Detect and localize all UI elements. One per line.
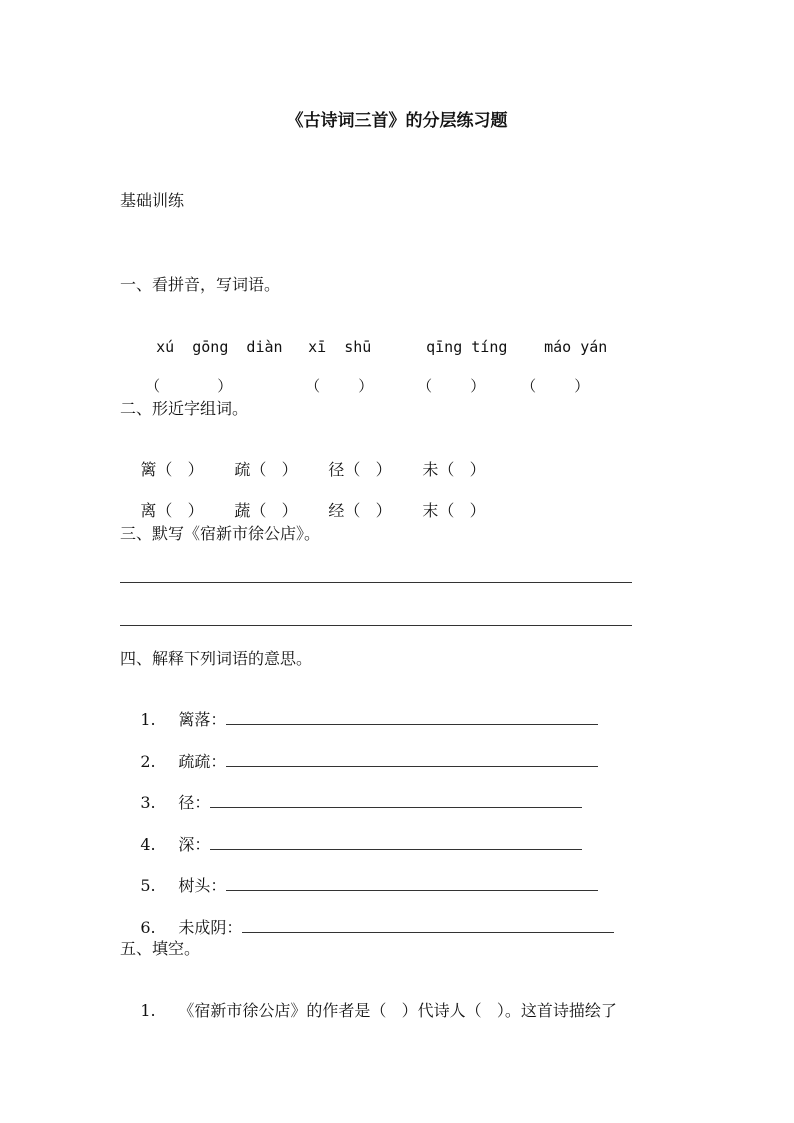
item-label: 深：	[178, 835, 211, 854]
char-group-3[interactable]: 径（ ）	[328, 460, 392, 479]
char-group-8[interactable]: 末（ ）	[422, 501, 486, 520]
char-group-7[interactable]: 经（ ）	[328, 501, 392, 520]
item-number: 6.	[140, 918, 156, 937]
section-basic-label: 基础训练	[120, 191, 185, 210]
item-number: 1.	[140, 1001, 156, 1020]
q5-heading: 五、填空。	[120, 939, 201, 958]
char-group-5[interactable]: 离（ ）	[140, 501, 204, 520]
answer-paren-1[interactable]: （ ）	[145, 377, 233, 395]
item-label: 疏疏：	[178, 752, 227, 771]
answer-line-1[interactable]	[120, 582, 632, 583]
char-group-4[interactable]: 未（ ）	[422, 460, 486, 479]
char-group-2[interactable]: 疏（ ）	[234, 460, 298, 479]
pinyin-1: xú gōng diàn	[156, 338, 283, 356]
answer-paren-3[interactable]: （ ）	[417, 377, 486, 395]
answer-blank[interactable]	[226, 710, 598, 725]
item-number: 3.	[140, 793, 156, 812]
q3-heading: 三、默写《宿新市徐公店》。	[120, 524, 321, 543]
answer-paren-4[interactable]: （ ）	[521, 377, 590, 395]
char-group-1[interactable]: 篱（ ）	[140, 460, 204, 479]
item-text: 《宿新市徐公店》的作者是（ ）代诗人（ ）。这首诗描绘了	[178, 1001, 617, 1020]
item-label: 径：	[178, 793, 211, 812]
answer-blank[interactable]	[226, 752, 598, 767]
answer-paren-2[interactable]: （ ）	[305, 377, 374, 395]
answer-blank[interactable]	[226, 876, 598, 891]
q2-heading: 二、形近字组词。	[120, 399, 249, 418]
item-number: 4.	[140, 835, 156, 854]
item-label: 树头：	[178, 876, 227, 895]
answer-blank[interactable]	[242, 918, 614, 933]
q4-heading: 四、解释下列词语的意思。	[120, 649, 313, 668]
pinyin-3: qīng tíng	[426, 338, 508, 356]
answer-line-2[interactable]	[120, 625, 632, 626]
answer-blank[interactable]	[210, 793, 582, 808]
item-number: 2.	[140, 752, 156, 771]
item-label: 篱落：	[178, 710, 227, 729]
item-label: 未成阴：	[178, 918, 243, 937]
q1-heading: 一、看拼音，写词语。	[120, 275, 281, 294]
answer-blank[interactable]	[210, 835, 582, 850]
page-title: 《古诗词三首》的分层练习题	[286, 111, 508, 131]
pinyin-2: xī shū	[308, 338, 372, 356]
pinyin-4: máo yán	[544, 338, 608, 356]
q5-item-1	[120, 981, 617, 1041]
item-number: 5.	[140, 876, 156, 895]
char-group-6[interactable]: 蔬（ ）	[234, 501, 298, 520]
item-number: 1.	[140, 710, 156, 729]
